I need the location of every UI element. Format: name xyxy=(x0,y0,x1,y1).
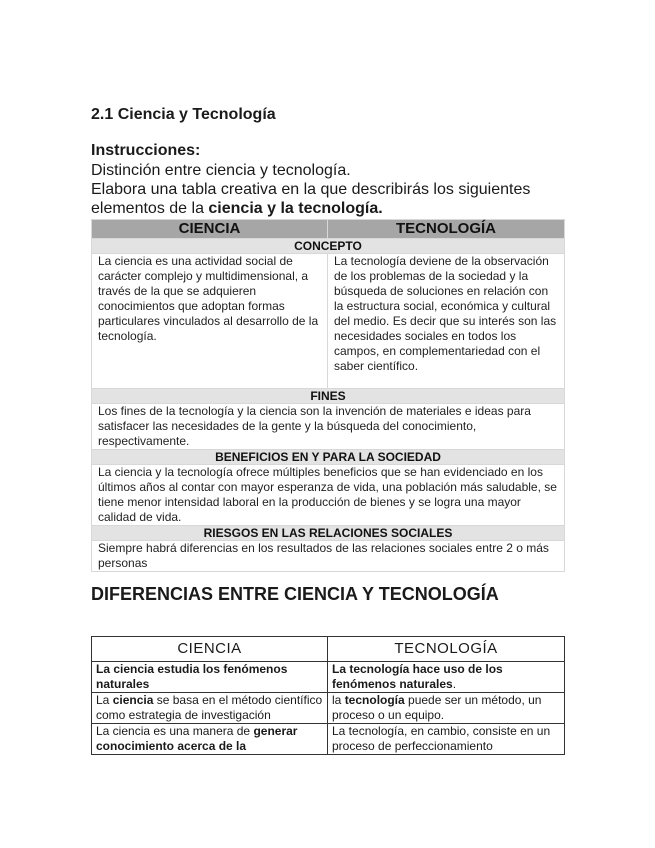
instructions-line-3-text: elementos de la xyxy=(91,200,209,217)
diferencia-2-tecnologia-c: puede ser un método, un proceso o un equipo. xyxy=(332,693,542,722)
section-title: 2.1 Ciencia y Tecnología xyxy=(91,106,276,123)
diferencia-1-ciencia: La ciencia estudia los fenómenos naturales xyxy=(92,662,328,693)
diferencia-2-ciencia-c: se basa en el método científico como estrategia de investigación xyxy=(96,693,323,722)
beneficios-row xyxy=(92,465,565,526)
concepto-row xyxy=(92,254,565,389)
diferencia-3-tecnologia: La tecnología, en cambio, consiste en un proceso de perfeccionamiento xyxy=(328,724,565,755)
diferencias-title: DIFERENCIAS ENTRE CIENCIA Y TECNOLOGÍA xyxy=(91,584,499,604)
diferencia-2-ciencia-a: La xyxy=(96,693,113,707)
fines-cell: Los fines de la tecnología y la ciencia son la invención de materiales e ideas para satisfacer las necesidades de la gente y la búsqueda del conocimiento, respectivamente. xyxy=(92,404,565,450)
diferencia-2-ciencia-bold: ciencia xyxy=(112,693,154,707)
diferencia-3-ciencia xyxy=(92,724,328,755)
concepto-label-row xyxy=(92,239,565,254)
diferencias-header-row xyxy=(92,637,565,662)
riesgos-label-row xyxy=(92,526,565,541)
diferencias-header-tecnologia: TECNOLOGÍA xyxy=(328,637,565,662)
diferencia-3-ciencia-a: La ciencia es una manera de xyxy=(96,724,254,738)
table-header-row xyxy=(92,220,565,239)
diferencias-table xyxy=(91,636,565,755)
diferencia-2-tecnologia xyxy=(328,693,565,724)
table-row xyxy=(92,662,565,693)
concepto-label: CONCEPTO xyxy=(92,239,565,254)
beneficios-cell: La ciencia y la tecnología ofrece múltiples beneficios que se han evidenciado en los últimos años al contar con mayor esperanza de vida, una población más saludable, se tiene menor intensidad laboral en la producción de bienes y se logra una mayor calidad de vida. xyxy=(92,465,565,526)
beneficios-label-row xyxy=(92,450,565,465)
riesgos-row xyxy=(92,541,565,572)
fines-row xyxy=(92,404,565,450)
diferencia-2-ciencia xyxy=(92,693,328,724)
diferencia-1-tecnologia-bold: La tecnología hace uso de los fenómenos naturales xyxy=(332,662,503,691)
beneficios-label: BENEFICIOS EN Y PARA LA SOCIEDAD xyxy=(92,450,565,465)
header-ciencia: CIENCIA xyxy=(92,220,328,239)
instructions-line-3-bold: ciencia y la tecnología. xyxy=(208,200,383,217)
riesgos-cell: Siempre habrá diferencias en los resultados de las relaciones sociales entre 2 o más personas xyxy=(92,541,565,572)
diferencia-1-tecnologia-end: . xyxy=(452,677,457,691)
fines-label-row xyxy=(92,389,565,404)
fines-label: FINES xyxy=(92,389,565,404)
riesgos-label: RIESGOS EN LAS RELACIONES SOCIALES xyxy=(92,526,565,541)
concepto-ciencia-cell: La ciencia es una actividad social de carácter complejo y multidimensional, a través de la que se adquieren conocimientos que adoptan formas particulares vinculados al desarrollo de la tecnología. xyxy=(92,254,328,389)
instructions-line-3 xyxy=(91,199,383,218)
diferencia-3-ciencia-bold: generar conocimiento acerca de la xyxy=(96,724,298,753)
diferencia-1-tecnologia xyxy=(328,662,565,693)
diferencia-2-tecnologia-bold: tecnología xyxy=(344,693,405,707)
instructions-line-1: Distinción entre ciencia y tecnología. xyxy=(91,162,351,179)
diferencias-header-ciencia: CIENCIA xyxy=(92,637,328,662)
ciencia-tecnologia-table xyxy=(91,219,565,572)
table-row xyxy=(92,693,565,724)
instructions-line-2: Elabora una tabla creativa en la que describirás los siguientes xyxy=(91,181,531,198)
header-tecnologia: TECNOLOGÍA xyxy=(328,220,565,239)
concepto-tecnologia-cell: La tecnología deviene de la observación de los problemas de la sociedad y la búsqueda de soluciones en relación con la estructura social, económica y cultural del medio. Es decir que su interés son las necesidades sociales en todos los campos, en complementariedad con el saber científico. xyxy=(328,254,565,389)
instructions-title: Instrucciones: xyxy=(91,142,201,159)
diferencia-2-tecnologia-a: la xyxy=(332,693,345,707)
table-row xyxy=(92,724,565,755)
